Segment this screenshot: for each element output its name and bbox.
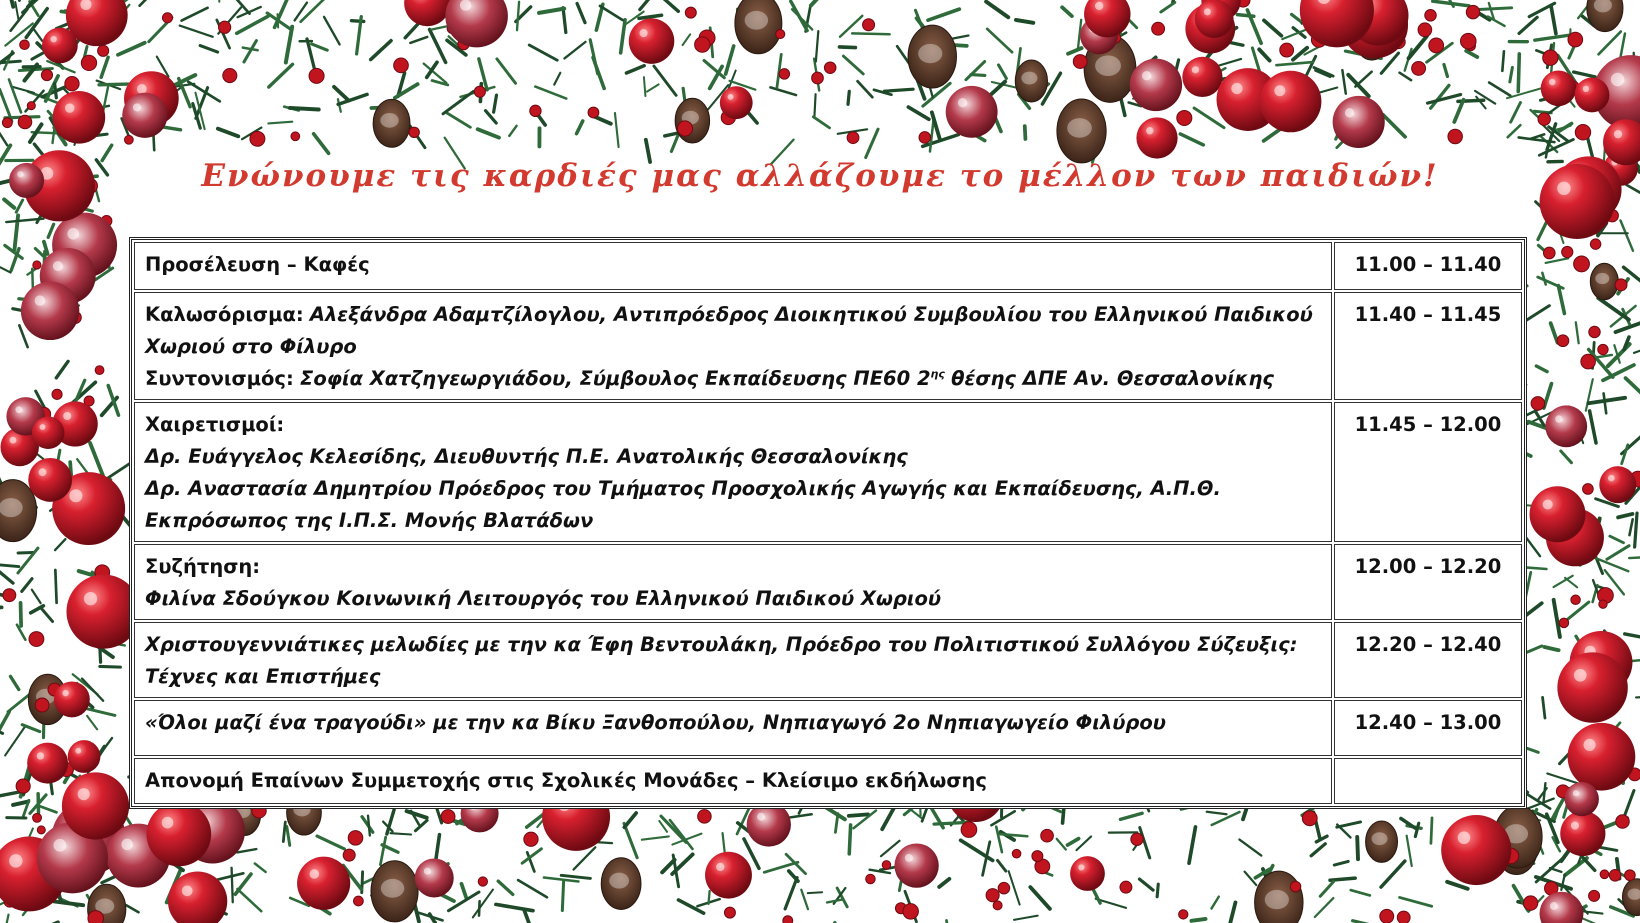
row-superscript: ης xyxy=(930,367,945,381)
row-description xyxy=(134,622,1332,698)
row-description xyxy=(134,700,1332,756)
page-title: Ενώνουμε τις καρδιές μας αλλάζουμε το μέλλον των παιδιών! xyxy=(201,158,1439,194)
table-row xyxy=(134,700,1522,756)
table-row xyxy=(134,242,1522,290)
table-row xyxy=(134,402,1522,542)
row-text: Δρ. Αναστασία Δημητρίου Πρόεδρος του Τμήματος Προσχολικής Αγωγής και Εκπαίδευσης, Α.Π.Θ. xyxy=(145,477,1221,500)
row-text: Δρ. Ευάγγελος Κελεσίδης, Διευθυντής Π.Ε. Ανατολικής Θεσσαλονίκης xyxy=(145,445,908,468)
row-label: Απονομή Επαίνων Συμμετοχής στις Σχολικές Μονάδες – Κλείσιμο εκδήλωσης xyxy=(145,769,987,792)
row-description xyxy=(134,242,1332,290)
row-text: Αλεξάνδρα Αδαμτζίλογλου, Αντιπρόεδρος Διοικητικού Συμβουλίου του Ελληνικού Παιδικού Χωριού στο Φίλυρο xyxy=(145,303,1313,358)
row-time: 12.20 – 12.40 xyxy=(1334,622,1522,698)
row-time: 12.00 – 12.20 xyxy=(1334,544,1522,620)
row-time: 11.40 – 11.45 xyxy=(1334,292,1522,400)
row-description xyxy=(134,402,1332,542)
schedule-table xyxy=(129,237,1527,809)
row-time xyxy=(1334,758,1522,804)
table-row xyxy=(134,622,1522,698)
row-text: Φιλίνα Σδούγκου Κοινωνική Λειτουργός του Ελληνικού Παιδικού Χωριού xyxy=(145,587,942,610)
row-label: Καλωσόρισμα: xyxy=(145,303,304,326)
row-text: Σοφία Χατζηγεωργιάδου, Σύμβουλος Εκπαίδευσης ΠΕ60 2 xyxy=(300,367,931,390)
row-label: Συντονισμός: xyxy=(145,367,294,390)
row-label: Χαιρετισμοί: xyxy=(145,413,285,436)
row-description xyxy=(134,292,1332,400)
row-time: 11.45 – 12.00 xyxy=(1334,402,1522,542)
row-text: «Όλοι μαζί ένα τραγούδι» με την κα Βίκυ Ξανθοπούλου, Νηπιαγωγό 2ο Νηπιαγωγείο Φιλύρου xyxy=(145,711,1166,734)
row-description xyxy=(134,544,1332,620)
row-text: Εκπρόσωπος της Ι.Π.Σ. Μονής Βλατάδων xyxy=(145,509,594,532)
row-text: θέσης ΔΠΕ Αν. Θεσσαλονίκης xyxy=(951,367,1274,390)
table-row xyxy=(134,544,1522,620)
table-row xyxy=(134,292,1522,400)
row-description xyxy=(134,758,1332,804)
row-label: Συζήτηση: xyxy=(145,555,261,578)
row-time: 11.00 – 11.40 xyxy=(1334,242,1522,290)
table-row xyxy=(134,758,1522,804)
row-time: 12.40 – 13.00 xyxy=(1334,700,1522,756)
row-label: Προσέλευση – Καφές xyxy=(145,253,370,276)
row-text: Χριστουγεννιάτικες μελωδίες με την κα Έφη Βεντουλάκη, Πρόεδρο του Πολιτιστικού Συλλόγου Σύζευξις: Τέχνες και Επιστήμες xyxy=(145,633,1298,688)
